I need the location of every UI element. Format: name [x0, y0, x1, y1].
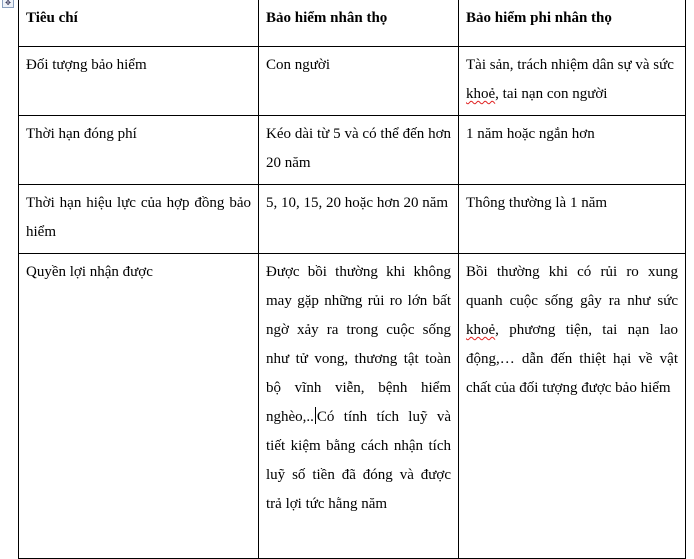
- text-cursor: [315, 407, 316, 424]
- text-segment: , tai nạn con người: [495, 86, 608, 102]
- text-segment: Được bồi thường khi không may gặp những rủi ro lớn bất ngờ xảy ra trong cuộc sống như tử vong, thương tật toàn bộ vĩnh viễn, bệnh hiểm nghèo,..: [266, 264, 451, 425]
- cell-life[interactable]: Con người: [259, 47, 459, 116]
- cell-criterion[interactable]: Đối tượng bảo hiểm: [19, 47, 259, 116]
- text-segment: Bồi thường khi có rủi ro xung quanh cuộc sống gây ra như sức: [466, 264, 678, 309]
- table-move-handle-icon[interactable]: ✥: [2, 0, 14, 8]
- cell-criterion[interactable]: Thời hạn đóng phí: [19, 116, 259, 185]
- cell-non-life[interactable]: Thông thường là 1 năm: [459, 185, 686, 254]
- table-row: [19, 116, 686, 185]
- table-row: [19, 47, 686, 116]
- text-segment: Có tính tích luỹ và tiết kiệm bằng cách nhận tích luỹ số tiền đã đóng và được trả lợi tức hằng năm: [266, 409, 451, 512]
- cell-life[interactable]: Kéo dài từ 5 và có thể đến hơn 20 năm: [259, 116, 459, 185]
- cell-criterion[interactable]: Thời hạn hiệu lực của hợp đồng bảo hiểm: [19, 185, 259, 254]
- cell-non-life[interactable]: 1 năm hoặc ngắn hơn: [459, 116, 686, 185]
- comparison-table: [18, 0, 686, 559]
- table-row: [19, 185, 686, 254]
- table-header-row: [19, 0, 686, 47]
- spellcheck-flagged-word[interactable]: khoẻ: [466, 322, 496, 338]
- cell-non-life[interactable]: [459, 254, 686, 559]
- cell-life[interactable]: 5, 10, 15, 20 hoặc hơn 20 năm: [259, 185, 459, 254]
- table-row: [19, 254, 686, 559]
- header-criteria[interactable]: Tiêu chí: [19, 0, 259, 47]
- header-life-insurance[interactable]: Bảo hiểm nhân thọ: [259, 0, 459, 47]
- cell-life[interactable]: [259, 254, 459, 559]
- cell-non-life[interactable]: [459, 47, 686, 116]
- text-segment: Tài sản, trách nhiệm dân sự và sức: [466, 57, 674, 73]
- text-segment: , phương tiện, tai nạn lao động,… dẫn đến thiệt hại về vật chất của đối tượng được bảo hiểm: [466, 322, 678, 396]
- spellcheck-flagged-word[interactable]: khoẻ: [466, 86, 496, 102]
- header-non-life-insurance[interactable]: Bảo hiểm phi nhân thọ: [459, 0, 686, 47]
- cell-criterion[interactable]: Quyền lợi nhận được: [19, 254, 259, 559]
